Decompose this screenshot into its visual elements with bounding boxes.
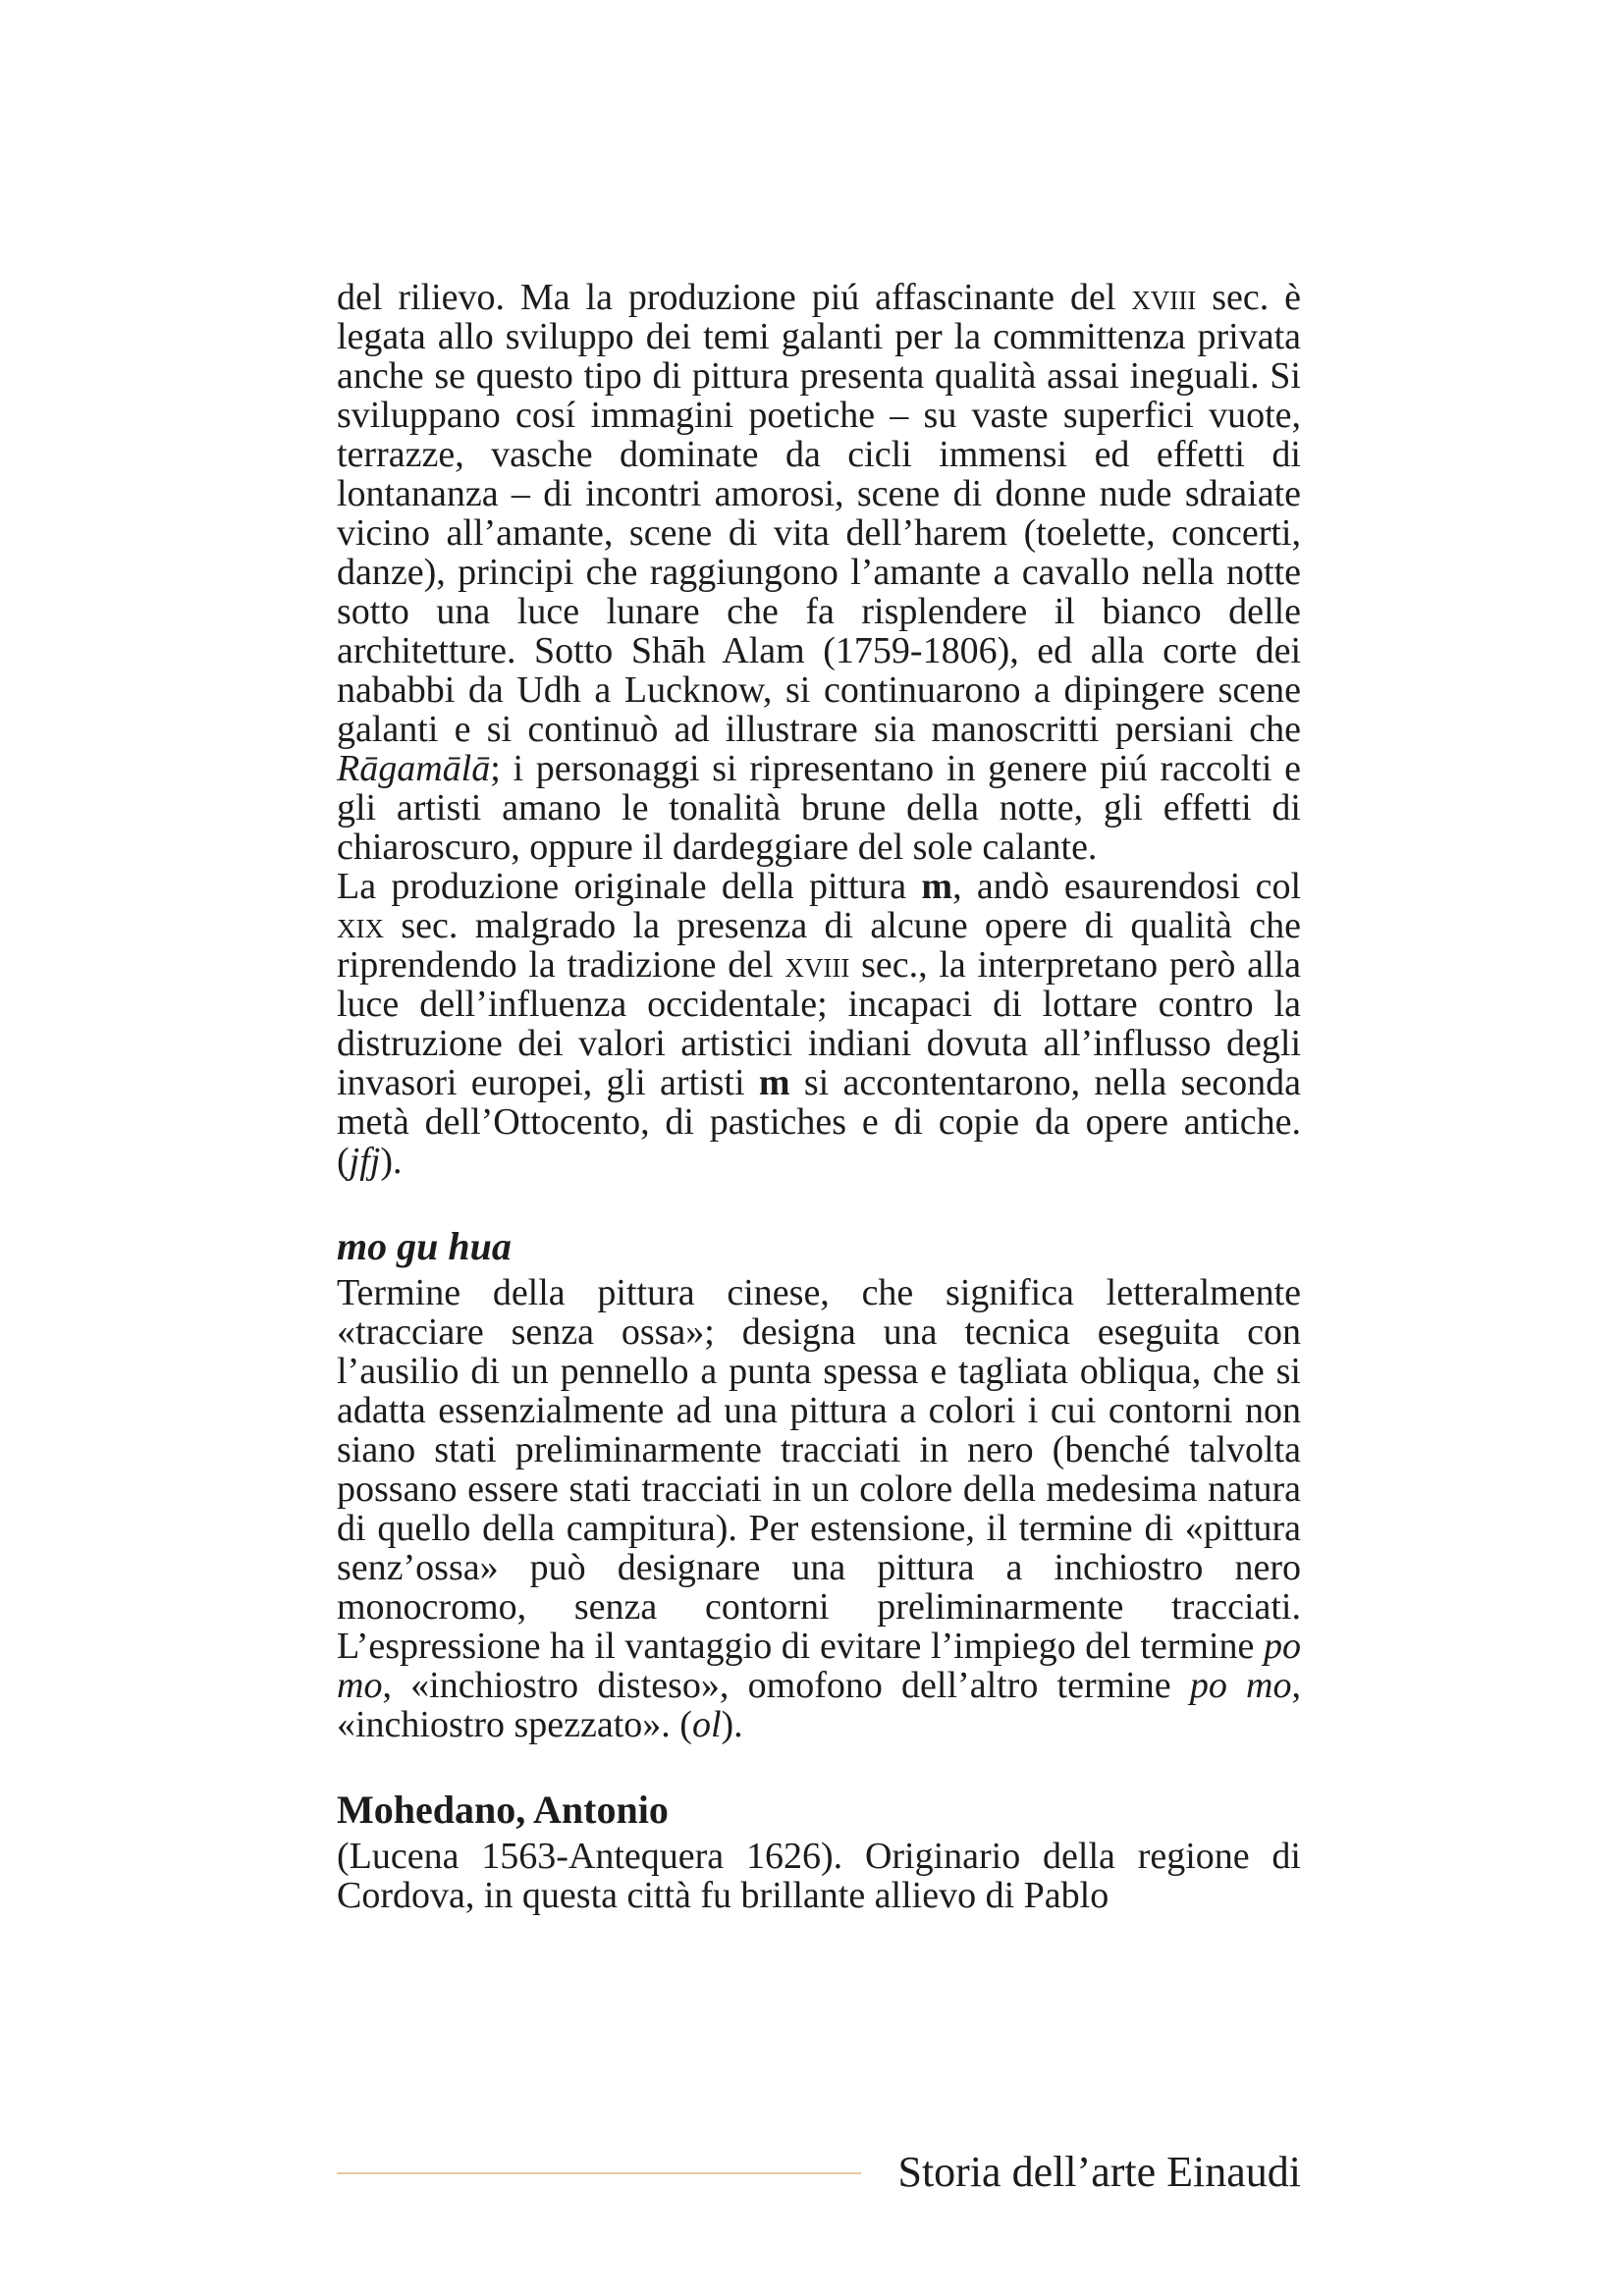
entry-gap bbox=[337, 1744, 1301, 1784]
footer-rule bbox=[337, 2172, 861, 2174]
page bbox=[337, 0, 1301, 2296]
entry-heading: mo gu hua bbox=[337, 1224, 512, 1268]
small-caps-text: xviii bbox=[1131, 277, 1197, 318]
entry-paragraph: del rilievo. Ma la produzione piú affascinante del xviii sec. è legata allo sviluppo dei temi galanti per la committenza privata anche se questo tipo di pittura presenta qualità assai ineguali. Si sviluppano cosí immagini poetiche – su vaste superfici vuote, terrazze, vasche dominate da cicli immensi ed effetti di lontananza – di incontri amorosi, scene di donne nude sdraiate vicino all’amante, scene di vita dell’harem (toelette, concerti, danze), principi che raggiungono l’amante a cavallo nella notte sotto una luce lunare che fa risplendere il bianco delle architetture. Sotto Shāh Alam (1759-1806), ed alla corte dei nababbi da Udh a Lucknow, si continuarono a dipingere scene galanti e si continuò ad illustrare sia manoscritti persiani che Rāgamālā; i personaggi si ripresentano in genere piú raccolti e gli artisti amano le tonalità brune della notte, gli effetti di chiaroscuro, oppure il dardeggiare del sole calante. bbox=[337, 277, 1301, 868]
footer-title: Storia dell’arte Einaudi bbox=[897, 2148, 1301, 2196]
entry-gap bbox=[337, 1181, 1301, 1220]
bold-text: m bbox=[758, 1062, 790, 1103]
footer bbox=[337, 2146, 1301, 2199]
bold-text: m bbox=[921, 866, 953, 907]
entry-paragraph: Termine della pittura cinese, che significa letteralmente «tracciare senza ossa»; designa una tecnica eseguita con l’ausilio di un pennello a punta spessa e tagliata obliqua, che si adatta essenzialmente ad una pittura a colori i cui contorni non siano stati preliminarmente tracciati in nero (benché talvolta possano essere stati tracciati in un colore della medesima natura di quello della campitura). Per estensione, il termine di «pittura senz’ossa» può designare una pittura a inchiostro nero monocromo, senza contorni preliminarmente tracciati. L’espressione ha il vantaggio di evitare l’impiego del termine po mo, «inchiostro disteso», omofono dell’altro termine po mo, «inchiostro spezzato». (ol). bbox=[337, 1272, 1301, 1745]
body-text bbox=[337, 278, 1301, 1915]
italic-text: ol bbox=[691, 1704, 722, 1745]
small-caps-text: xviii bbox=[784, 944, 850, 986]
italic-text: po mo bbox=[1189, 1665, 1292, 1706]
entry-paragraph: (Lucena 1563-Antequera 1626). Originario della regione di Cordova, in questa città fu brillante allievo di Pablo bbox=[337, 1836, 1301, 1916]
italic-text: jfj bbox=[349, 1141, 381, 1182]
entry-paragraph: La produzione originale della pittura m, andò esaurendosi col xix sec. malgrado la presenza di alcune opere di qualità che riprendendo la tradizione del xviii sec., la interpretano però alla luce dell’influenza occidentale; incapaci di lottare contro la distruzione dei valori artistici indiani dovuta all’influsso degli invasori europei, gli artisti m si accontentarono, nella seconda metà dell’Ottocento, di pastiches e di copie da opere antiche. (jfj). bbox=[337, 866, 1302, 1182]
italic-text: po mo bbox=[337, 1626, 1301, 1706]
entry-heading: Mohedano, Antonio bbox=[337, 1788, 669, 1832]
small-caps-text: xix bbox=[337, 905, 384, 946]
italic-text: Rāgamālā bbox=[337, 748, 491, 789]
